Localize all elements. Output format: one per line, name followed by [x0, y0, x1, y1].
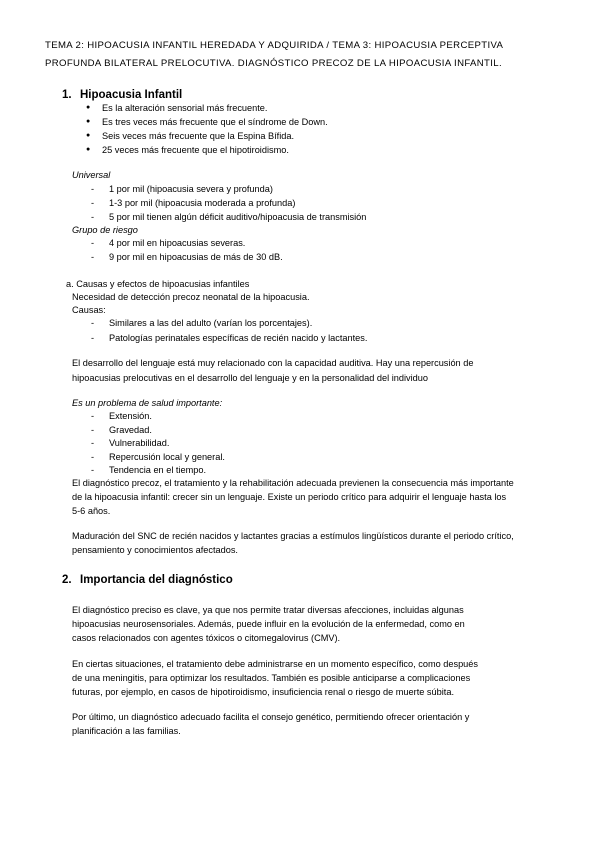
lenguaje-text: hipoacusias prelocutivas en el desarrollo del lenguaje y en la personalidad del individuo [72, 373, 428, 383]
section-2-number: 2. [62, 574, 72, 586]
dash-marker: - [91, 465, 95, 475]
section-1-number: 1. [62, 89, 72, 101]
problema-item: Extensión. [109, 411, 152, 421]
universal-item: 5 por mil tienen algún déficit auditivo/hipoacusia de transmisión [109, 212, 367, 222]
subsection-a-heading: a. Causas y efectos de hipoacusias infantiles [66, 279, 250, 289]
problema-item: Tendencia en el tiempo. [109, 465, 207, 475]
bullet-icon: ● [86, 146, 91, 153]
universal-label: Universal [72, 170, 111, 180]
dash-marker: - [91, 184, 95, 194]
maduracion-text: pensamiento y conocimientos afectados. [72, 545, 238, 555]
dash-marker: - [91, 411, 95, 421]
diagnostico-text: de la hipoacusia infantil: crecer sin un lenguaje. Existe un periodo crítico para adquirir el lenguaje hasta los [72, 492, 507, 502]
dash-marker: - [91, 438, 95, 448]
causas-label: Causas: [72, 305, 106, 315]
bullet-icon: ● [86, 118, 91, 125]
dash-marker: - [91, 198, 95, 208]
dash-marker: - [91, 318, 95, 328]
dash-marker: - [91, 333, 95, 343]
section-1-heading [62, 89, 182, 101]
diagnostico-text: El diagnóstico precoz, el tratamiento y la rehabilitación adecuada previenen la consecuencia más importante [72, 478, 514, 488]
problema-label: Es un problema de salud importante: [72, 398, 223, 408]
bullet-icon: ● [86, 104, 91, 111]
bullet-icon: ● [86, 132, 91, 139]
section-2-title: Importancia del diagnóstico [80, 574, 233, 586]
maduracion-text: Maduración del SNC de recién nacidos y lactantes gracias a estímulos lingüísticos durante el periodo crítico, [72, 531, 514, 541]
importancia-text: El diagnóstico preciso es clave, ya que nos permite tratar diversas afecciones, incluidas algunas [72, 605, 464, 615]
diagnostico-text: 5-6 años. [72, 506, 111, 516]
problema-item: Vulnerabilidad. [109, 438, 170, 448]
consejo-text: planificación a las familias. [72, 726, 181, 736]
dash-marker: - [91, 452, 95, 462]
dash-marker: - [91, 252, 95, 262]
lenguaje-text: El desarrollo del lenguaje está muy relacionado con la capacidad auditiva. Hay una repercusión de [72, 358, 474, 368]
causas-item: Similares a las del adulto (varían los porcentajes). [109, 318, 313, 328]
tratamiento-text: de una meningitis, para optimizar los resultados. También es posible anticiparse a complicaciones [72, 673, 471, 683]
document-header [45, 37, 565, 73]
dash-marker: - [91, 238, 95, 248]
universal-item: 1-3 por mil (hipoacusia moderada a profunda) [109, 198, 296, 208]
importancia-text: hipoacusias neurosensoriales. Además, puede influir en la evolución de la enfermedad, como en [72, 619, 465, 629]
consejo-text: Por último, un diagnóstico adecuado facilita el consejo genético, permitiendo ofrecer orientación y [72, 712, 470, 722]
problema-item: Gravedad. [109, 425, 152, 435]
necesidad-text: Necesidad de detección precoz neonatal de la hipoacusia. [72, 292, 310, 302]
section-1-title: Hipoacusia Infantil [80, 89, 183, 101]
header-line-1: TEMA 2: HIPOACUSIA INFANTIL HEREDADA Y ADQUIRIDA / TEMA 3: HIPOACUSIA PERCEPTIVA [45, 40, 504, 51]
header-line-2: PROFUNDA BILATERAL PRELOCUTIVA. DIAGNÓSTICO PRECOZ DE LA HIPOACUSIA INFANTIL. [45, 58, 502, 69]
dash-marker: - [91, 425, 95, 435]
riesgo-item: 9 por mil en hipoacusias de más de 30 dB. [109, 252, 283, 262]
tratamiento-text: En ciertas situaciones, el tratamiento debe administrarse en un momento específico, como después [72, 659, 478, 669]
section-2-heading [62, 574, 233, 586]
dash-marker: - [91, 212, 95, 222]
bullet-item: 25 veces más frecuente que el hipotiroidismo. [102, 145, 289, 155]
universal-item: 1 por mil (hipoacusia severa y profunda) [109, 184, 273, 194]
bullet-item: Es la alteración sensorial más frecuente. [102, 103, 268, 113]
importancia-text: casos relacionados con agentes tóxicos o citomegalovirus (CMV). [72, 633, 341, 643]
riesgo-item: 4 por mil en hipoacusias severas. [109, 238, 246, 248]
bullet-item: Seis veces más frecuente que la Espina Bífida. [102, 131, 295, 141]
riesgo-label: Grupo de riesgo [72, 225, 138, 235]
bullet-item: Es tres veces más frecuente que el síndrome de Down. [102, 117, 328, 127]
causas-item: Patologías perinatales específicas de recién nacido y lactantes. [109, 333, 368, 343]
tratamiento-text: futuras, por ejemplo, en casos de hipotiroidismo, insuficiencia renal o riesgo de muerte súbita. [72, 687, 454, 697]
problema-item: Repercusión local y general. [109, 452, 225, 462]
